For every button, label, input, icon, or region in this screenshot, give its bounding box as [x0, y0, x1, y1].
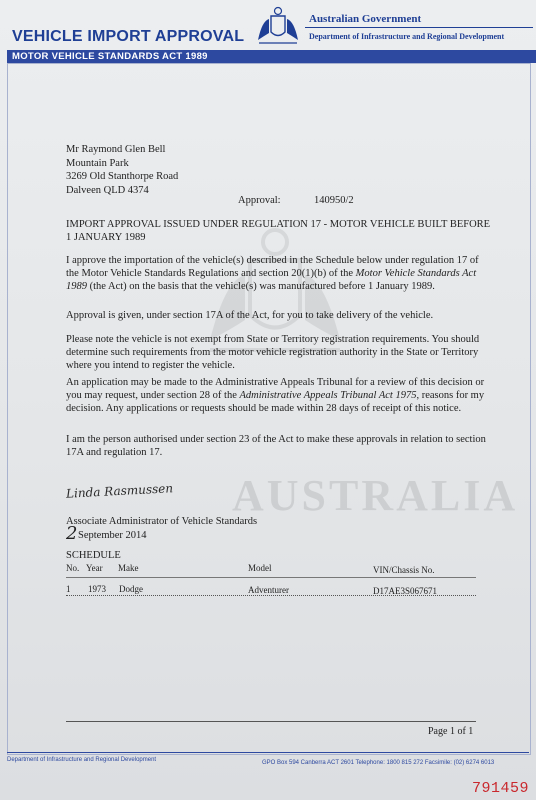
- signature-date: September 2014: [78, 530, 147, 541]
- schedule-bottom-rule: [66, 721, 476, 722]
- paragraph-approval-basis: [66, 254, 486, 293]
- approval-heading: IMPORT APPROVAL ISSUED UNDER REGULATION 17 - MOTOR VEHICLE BUILT BEFORE 1 JANUARY 1989: [66, 219, 491, 243]
- act-citation: Motor Vehicle Standards Act 1989: [66, 268, 477, 292]
- schedule-header-rule: [66, 577, 476, 578]
- text-span: (the Act) on the basis that the vehicle(s) was manufactured before 1 January 1989.: [87, 281, 435, 292]
- text-span: I approve the importation of the vehicle(s) described in the Schedule below under regulation 17 of the Motor Vehicle Standards Regulations and section 20(1)(b) of the: [66, 255, 479, 279]
- cell-model: Adventurer: [248, 585, 289, 595]
- handwritten-date-day: 2: [66, 523, 78, 544]
- recipient-address: [66, 143, 178, 197]
- handwritten-signature: Linda Rasmussen: [65, 481, 174, 501]
- address-line: 3269 Old Stanthorpe Road: [66, 171, 179, 182]
- paragraph-authority: I am the person authorised under section 23 of the Act to make these approvals in relation to section 17A and regulation 17.: [66, 434, 486, 458]
- recipient-name: Mr Raymond Glen Bell: [66, 144, 166, 155]
- approval-number: 140950/2: [314, 195, 354, 206]
- schedule-title: SCHEDULE: [66, 550, 121, 561]
- signatory-role: Associate Administrator of Vehicle Standards: [66, 516, 258, 527]
- column-header-no: No.: [66, 563, 80, 573]
- act-citation: Administrative Appeals Tribunal Act 1975: [239, 390, 417, 401]
- column-header-year: Year: [86, 563, 103, 573]
- cell-year: 1973: [88, 584, 106, 594]
- footer-department: Department of Infrastructure and Regional Development: [7, 757, 157, 763]
- page-number: Page 1 of 1: [428, 726, 474, 737]
- schedule-row-divider: [66, 595, 476, 596]
- column-header-vin: VIN/Chassis No.: [373, 565, 435, 575]
- cell-no: 1: [66, 584, 71, 594]
- footer-contact: GPO Box 594 Canberra ACT 2601 Telephone: 1800 815 272 Facsimile: (02) 6274 6013: [262, 760, 495, 766]
- column-header-make: Make: [118, 563, 139, 573]
- address-line: Mountain Park: [66, 157, 129, 169]
- document-title: VEHICLE IMPORT APPROVAL: [12, 28, 245, 45]
- australia-watermark: AUSTRALIA: [232, 471, 519, 520]
- text-span: An application may be made to the Administrative Appeals Tribunal for a review of this decision or you may request, under section 28 of the: [66, 377, 485, 401]
- address-line: Dalveen QLD 4374: [66, 184, 149, 196]
- approval-reference: [238, 194, 354, 207]
- serial-number: 791459: [472, 780, 530, 797]
- cell-vin: D17AE3S067671: [373, 586, 438, 596]
- footer-divider: [7, 752, 529, 753]
- paragraph-review: [66, 376, 486, 415]
- act-banner-label: MOTOR VEHICLE STANDARDS ACT 1989: [12, 51, 208, 62]
- column-header-model: Model: [248, 563, 272, 573]
- text-span: , reasons for my decision. Any applications or requests should be made within 28 days of receipt of this notice.: [66, 390, 485, 414]
- department-name: Department of Infrastructure and Regional Development: [309, 32, 505, 41]
- government-name: Australian Government: [309, 13, 422, 25]
- coat-of-arms-icon: [255, 6, 301, 46]
- paragraph-delivery: Approval is given, under section 17A of the Act, for you to take delivery of the vehicle.: [66, 310, 434, 321]
- approval-label: Approval:: [238, 195, 281, 206]
- header-divider: [305, 27, 533, 28]
- cell-make: Dodge: [119, 584, 143, 594]
- paragraph-registration: Please note the vehicle is not exempt from State or Territory registration requirements. You should determine such requirements from the motor vehicle registration authority in the State or Territory where you intend to register the vehicle.: [66, 334, 480, 371]
